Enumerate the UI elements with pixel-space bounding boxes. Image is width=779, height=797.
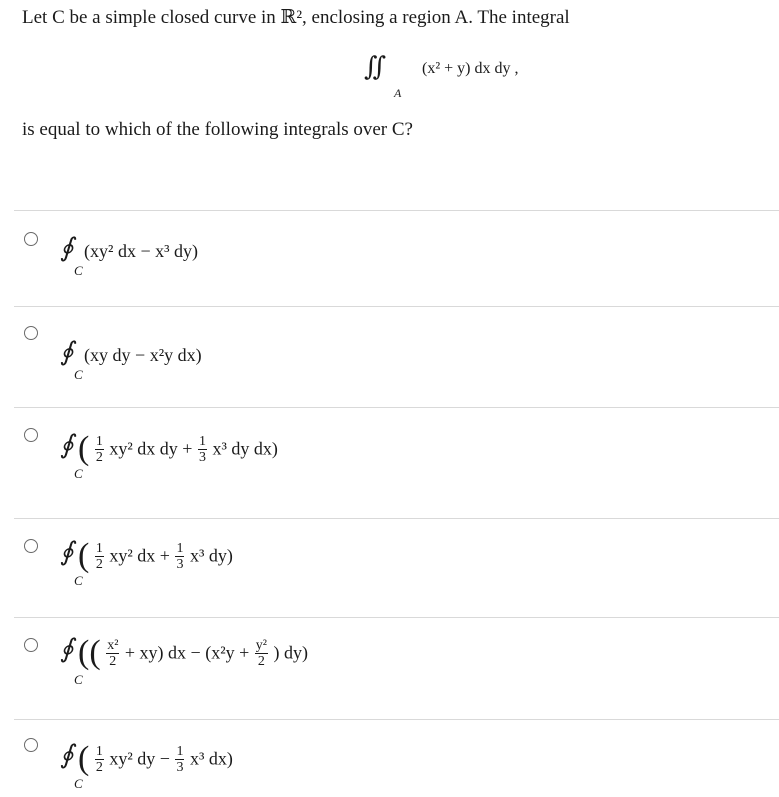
denominator: 2 — [257, 653, 265, 669]
radio-button[interactable] — [24, 326, 38, 340]
fraction — [106, 638, 119, 669]
option-expression-tail: ) dy) — [273, 642, 308, 663]
integral-region-subscript: A — [394, 86, 402, 100]
contour-integral-icon: ∮ — [60, 537, 74, 567]
radio-button[interactable] — [24, 638, 38, 652]
contour-subscript: C — [74, 672, 83, 687]
option-expression: xy² dy − — [109, 748, 170, 769]
paren-open: ( — [78, 537, 90, 574]
denominator: 2 — [95, 449, 103, 465]
fraction — [95, 541, 104, 572]
contour-integral-icon: ∮ — [60, 430, 74, 460]
option-expression-tail: x³ dy dx) — [212, 438, 278, 459]
option-formula — [60, 430, 278, 481]
answer-option-3[interactable] — [0, 408, 779, 518]
contour-integral-icon: ∮ — [60, 233, 74, 262]
numerator: x² — [107, 637, 119, 653]
denominator: 3 — [176, 759, 184, 775]
denominator: 3 — [176, 556, 184, 572]
contour-subscript: C — [74, 466, 83, 481]
denominator: 3 — [198, 449, 206, 465]
contour-subscript: C — [74, 776, 83, 791]
fraction — [175, 541, 184, 572]
option-expression: + xy) dx − (x²y + — [124, 642, 250, 663]
option-expression-tail: x³ dy) — [189, 545, 233, 566]
numerator: 1 — [95, 540, 103, 556]
numerator: 1 — [198, 433, 206, 449]
option-formula — [60, 337, 202, 382]
contour-subscript: C — [74, 573, 83, 588]
numerator: 1 — [176, 743, 184, 759]
denominator: 2 — [109, 653, 117, 669]
answer-option-4[interactable] — [0, 519, 779, 617]
fraction — [95, 744, 104, 775]
contour-integral-icon: ∮ — [60, 337, 74, 366]
option-formula — [60, 740, 233, 791]
option-formula — [60, 634, 308, 687]
fraction — [175, 744, 184, 775]
option-formula — [60, 233, 198, 278]
paren-open: ( — [78, 740, 90, 777]
question-integral — [364, 52, 519, 100]
numerator: 1 — [176, 540, 184, 556]
option-expression: xy² dx + — [109, 545, 170, 566]
paren-open: (( — [78, 634, 101, 671]
question-intro: Let C be a simple closed curve in ℝ², enclosing a region A. The integral — [22, 7, 570, 28]
denominator: 2 — [95, 556, 103, 572]
option-expression-tail: x³ dx) — [189, 748, 233, 769]
denominator: 2 — [95, 759, 103, 775]
numerator: 1 — [95, 743, 103, 759]
contour-subscript: C — [74, 367, 83, 382]
contour-integral-icon: ∮ — [60, 634, 74, 664]
contour-subscript: C — [74, 263, 83, 278]
paren-open: ( — [78, 430, 90, 467]
option-formula — [60, 537, 233, 588]
numerator: 1 — [95, 433, 103, 449]
answer-option-2[interactable] — [0, 307, 779, 407]
radio-button[interactable] — [24, 428, 38, 442]
option-expression: (xy dy − x²y dx) — [84, 345, 202, 366]
answer-option-1[interactable] — [0, 211, 779, 306]
option-expression: (xy² dx − x³ dy) — [84, 241, 198, 262]
radio-button[interactable] — [24, 738, 38, 752]
integrand: (x² + y) dx dy , — [422, 60, 519, 77]
option-expression: xy² dx dy + — [109, 438, 193, 459]
radio-button[interactable] — [24, 539, 38, 553]
contour-integral-icon: ∮ — [60, 740, 74, 770]
numerator: y² — [255, 637, 267, 653]
double-integral-symbol: ∬ — [364, 52, 381, 81]
question-prompt: is equal to which of the following integrals over C? — [22, 119, 413, 140]
fraction — [198, 434, 207, 465]
answer-option-5[interactable] — [0, 618, 779, 719]
radio-button[interactable] — [24, 232, 38, 246]
fraction — [255, 638, 268, 669]
answer-option-6[interactable] — [0, 720, 779, 797]
fraction — [95, 434, 104, 465]
